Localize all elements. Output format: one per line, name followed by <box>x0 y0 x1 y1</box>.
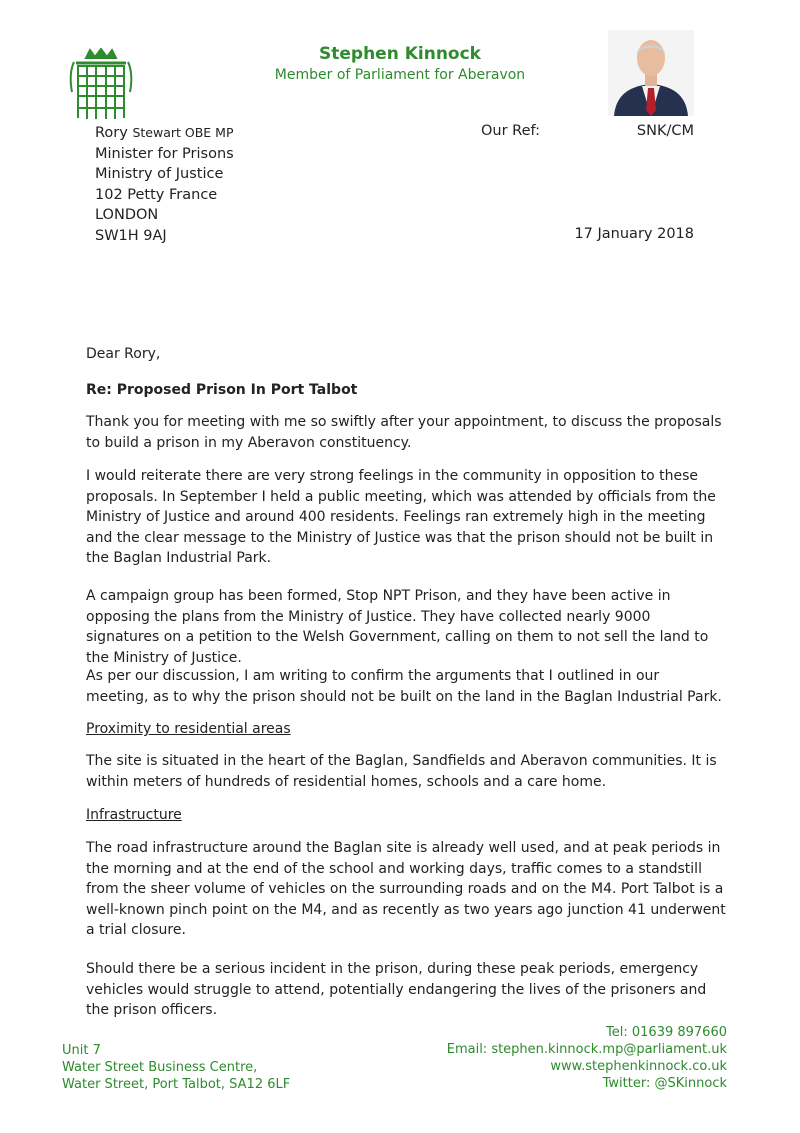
recipient-line: Ministry of Justice <box>95 166 224 182</box>
recipient-line: SW1H 9AJ <box>95 227 167 244</box>
recipient-line: 102 Petty France <box>95 186 218 203</box>
body-paragraph: Thank you for meeting with me so swiftly after your appointment, to discuss the proposals to build a prison in my Aberavon constituency. <box>86 414 722 451</box>
footer-contact <box>447 1024 727 1092</box>
mp-portrait <box>608 30 694 116</box>
footer-phone: Tel: 01639 897660 <box>606 1025 727 1040</box>
recipient-line: LONDON <box>95 207 159 223</box>
body-paragraph: The site is situated in the heart of the Baglan, Sandfields and Aberavon communities. It is within meters of hundreds of residential homes, schools and a care home. <box>86 753 717 790</box>
body-paragraph: A campaign group has been formed, Stop NPT Prison, and they have been active in opposing the plans from the Ministry of Justice. They have collected nearly 9000 signatures on a petition to the Welsh Government, calling on them to not sell the land to the Ministry of Justice. <box>86 588 709 666</box>
recipient-address <box>95 123 234 246</box>
footer-email[interactable]: Email: stephen.kinnock.mp@parliament.uk <box>446 1042 727 1057</box>
section-heading: Proximity to residential areas <box>86 721 291 737</box>
recipient-line: Minister for Prisons <box>95 145 234 162</box>
reference-value: SNK/CM <box>636 123 694 139</box>
body-paragraph: The road infrastructure around the Baglan site is already well used, and at peak periods in the morning and at the end of the school and working days, traffic comes to a standstill from the sheer volume of vehicles on the surrounding roads and on the M4. Port Talbot is a well-known pinch point on the M4, and as recently as two years ago junction 41 underwent a trial closure. <box>86 840 726 938</box>
salutation: Dear Rory, <box>86 346 161 362</box>
recipient-name-rest: Stewart OBE MP <box>132 125 234 140</box>
body-paragraph: Should there be a serious incident in the prison, during these peak periods, emergency vehicles would struggle to attend, potentially endangering the lives of the prisoners and the prison officers. <box>86 961 707 1018</box>
subject-line: Re: Proposed Prison In Port Talbot <box>86 382 358 398</box>
body-paragraph: I would reiterate there are very strong feelings in the community in opposition to these proposals. In September I held a public meeting, which was attended by officials from the Ministry of Justice and around 400 residents. Feelings ran extremely high in the meeting and the clear message to the Ministry of Justice was that the prison should not be built in the Baglan Industrial Park. <box>86 468 716 566</box>
recipient-first-name: Rory <box>95 125 128 141</box>
footer-twitter[interactable]: Twitter: @SKinnock <box>602 1076 727 1091</box>
letterhead-title: Member of Parliament for Aberavon <box>274 67 526 83</box>
body-paragraph: As per our discussion, I am writing to confirm the arguments that I outlined in our meeting, as to why the prison should not be built on the land in the Baglan Industrial Park. <box>86 668 722 705</box>
footer-address <box>62 1042 290 1093</box>
reference-label: Our Ref: <box>481 123 540 139</box>
section-heading: Infrastructure <box>86 807 182 823</box>
footer-website[interactable]: www.stephenkinnock.co.uk <box>550 1059 727 1074</box>
footer-address-line: Water Street, Port Talbot, SA12 6LF <box>62 1077 291 1092</box>
footer-address-line: Unit 7 <box>62 1043 101 1058</box>
recipient-name <box>95 123 234 144</box>
letterhead-name: Stephen Kinnock <box>319 44 481 64</box>
letter-date: 17 January 2018 <box>574 226 694 242</box>
footer-address-line: Water Street Business Centre, <box>62 1060 258 1075</box>
